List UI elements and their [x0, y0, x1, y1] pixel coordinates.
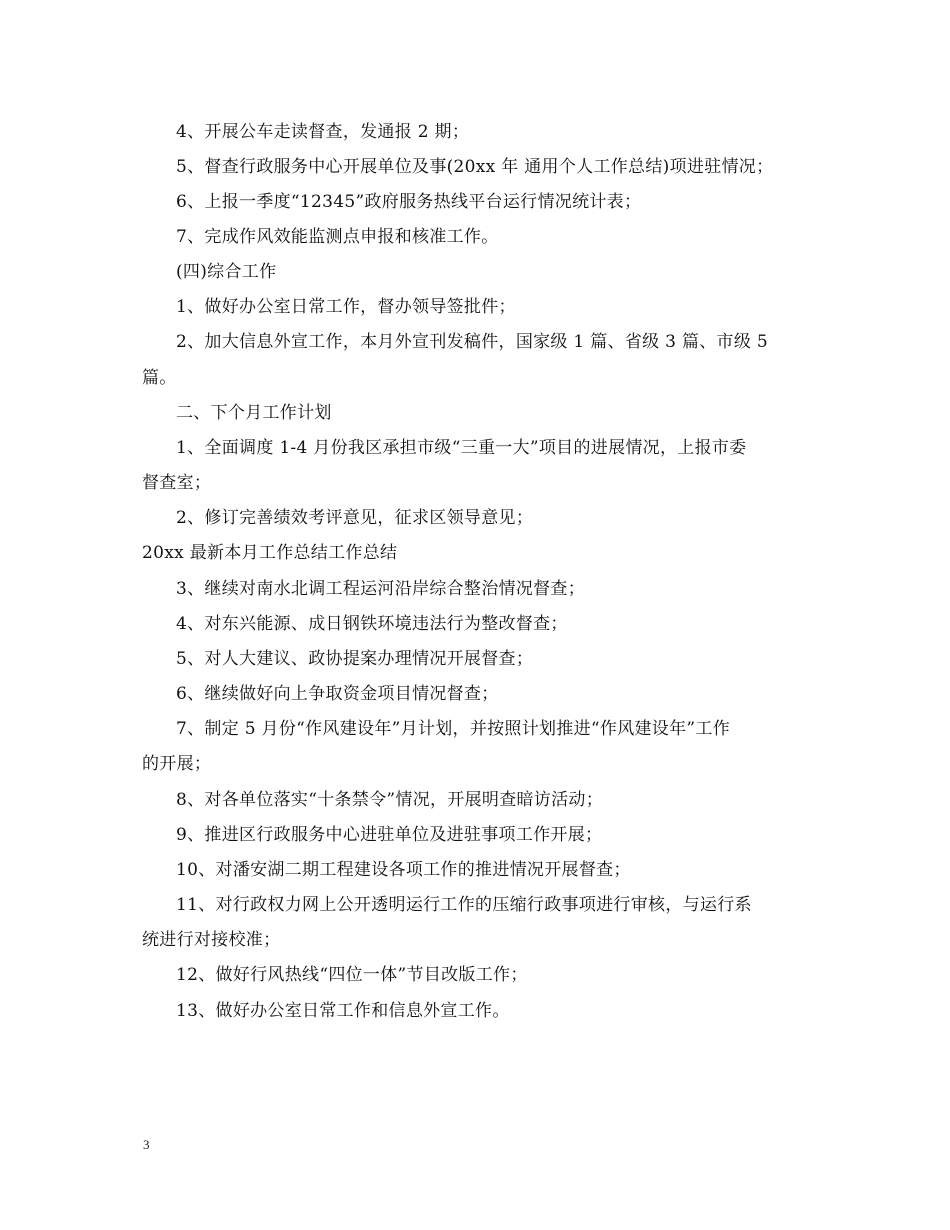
- paragraph-line-continued: 督查室；: [142, 473, 212, 493]
- inserted-title-line: 20xx 最新本月工作总结工作总结: [142, 543, 398, 563]
- paragraph-line: 9、推进区行政服务中心进驻单位及进驻事项工作开展；: [176, 825, 603, 845]
- paragraph-line: 1、全面调度 1-4 月份我区承担市级“三重一大”项目的进展情况，上报市委: [176, 438, 747, 458]
- paragraph-line: 2、加大信息外宣工作，本月外宣刊发稿件，国家级 1 篇、省级 3 篇、市级 5: [176, 332, 768, 352]
- section-heading: 二、下个月工作计划: [176, 403, 332, 423]
- page-number: 3: [143, 1137, 150, 1152]
- paragraph-line: 4、对东兴能源、成日钢铁环境违法行为整改督查；: [176, 614, 568, 634]
- paragraph-line: 1、做好办公室日常工作，督办领导签批件；: [176, 297, 516, 317]
- paragraph-line: 11、对行政权力网上公开透明运行工作的压缩行政事项进行审核，与运行系: [176, 895, 752, 915]
- paragraph-line: 8、对各单位落实“十条禁令”情况，开展明查暗访活动；: [176, 790, 603, 810]
- paragraph-line: 5、对人大建议、政协提案办理情况开展督查；: [176, 649, 534, 669]
- paragraph-line: 12、做好行风热线“四位一体”节目改版工作；: [176, 965, 528, 985]
- paragraph-line-continued: 的开展；: [142, 754, 212, 774]
- paragraph-line: 3、继续对南水北调工程运河沿岸综合整治情况督查；: [176, 579, 586, 599]
- paragraph-line: 13、做好办公室日常工作和信息外宣工作。: [176, 1001, 510, 1021]
- paragraph-line: 2、修订完善绩效考评意见，征求区领导意见；: [176, 508, 534, 528]
- paragraph-line: 6、上报一季度“12345”政府服务热线平台运行情况统计表；: [176, 192, 642, 212]
- paragraph-line-continued: 篇。: [142, 368, 177, 388]
- paragraph-line: 4、开展公车走读督查，发通报 2 期；: [176, 122, 470, 142]
- paragraph-line-continued: 统进行对接校准；: [142, 930, 281, 950]
- section-heading: (四)综合工作: [176, 262, 277, 282]
- paragraph-line: 10、对潘安湖二期工程建设各项工作的推进情况开展督查；: [176, 860, 631, 880]
- paragraph-line: 5、督查行政服务中心开展单位及事(20xx 年 通用个人工作总结)项进驻情况；: [176, 157, 774, 177]
- paragraph-line: 7、制定 5 月份“作风建设年”月计划，并按照计划推进“作风建设年”工作: [176, 719, 731, 739]
- paragraph-line: 6、继续做好向上争取资金项目情况督查；: [176, 684, 499, 704]
- paragraph-line: 7、完成作风效能监测点申报和核准工作。: [176, 227, 499, 247]
